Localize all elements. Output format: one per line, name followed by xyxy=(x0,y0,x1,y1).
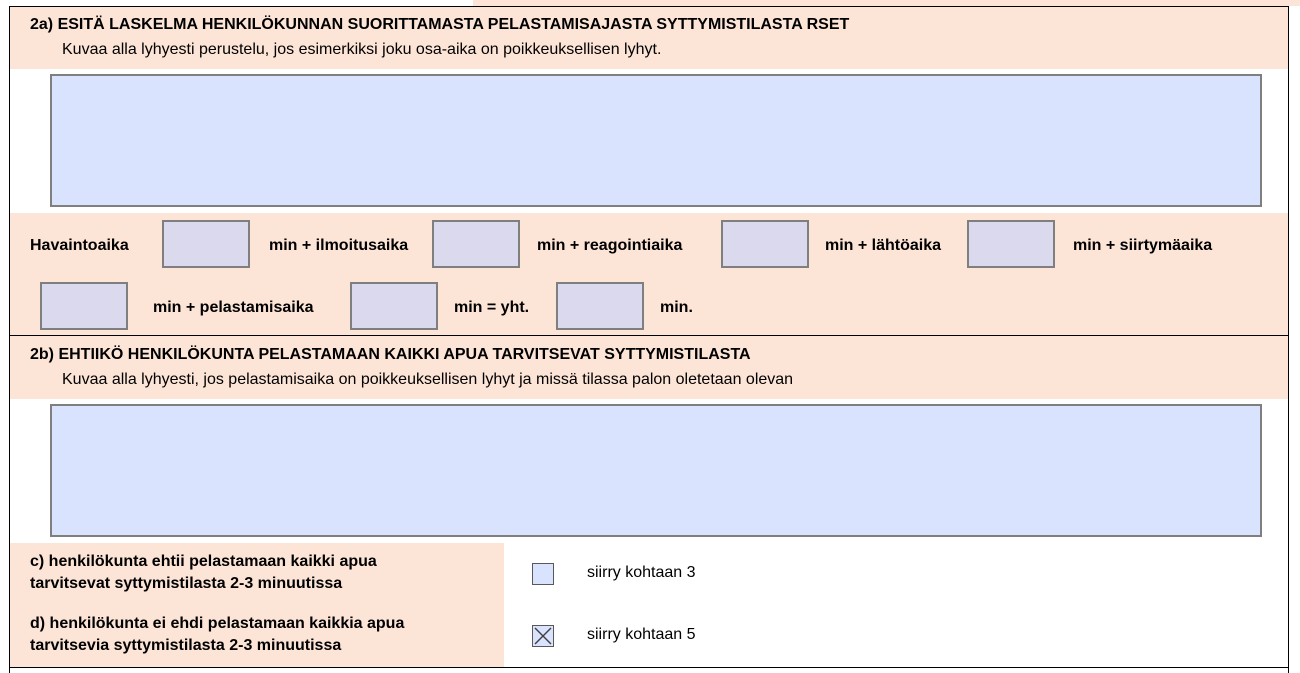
ilmoitusaika-label: min + ilmoitusaika xyxy=(269,237,409,254)
lahtoaika-input[interactable] xyxy=(967,220,1055,268)
option-d-checkbox[interactable] xyxy=(532,625,554,647)
havaintoaika-label: Havaintoaika xyxy=(30,237,129,254)
option-c-label xyxy=(30,551,377,595)
siirtymaaika-label: min + siirtymäaika xyxy=(1073,237,1213,254)
option-d-action: siirry kohtaan 5 xyxy=(587,626,696,643)
section-2a-textarea[interactable] xyxy=(50,74,1262,207)
reagointiaika-label: min + reagointiaika xyxy=(537,237,683,254)
pelastamisaika-label: min + pelastamisaika xyxy=(153,299,314,316)
section-2b-description: Kuvaa alla lyhyesti, jos pelastamisaika on poikkeuksellisen lyhyt ja missä tilassa palon oletetaan olevan xyxy=(62,371,794,388)
min-label: min. xyxy=(660,299,693,316)
havaintoaika-input[interactable] xyxy=(162,220,250,268)
option-d-line1: d) henkilökunta ei ehdi pelastamaan kaikkia apua xyxy=(30,615,405,632)
form-container xyxy=(9,6,1289,673)
option-c-action: siirry kohtaan 3 xyxy=(587,564,696,581)
option-c-line2: tarvitsevat syttymistilasta 2-3 minuutissa xyxy=(30,575,343,592)
section-2a-title: 2a) ESITÄ LASKELMA HENKILÖKUNNAN SUORITTAMASTA PELASTAMISAJASTA SYTTYMISTILASTA RSET xyxy=(30,16,850,33)
bottom-divider xyxy=(10,667,1288,668)
section-2b-title: 2b) EHTIIKÖ HENKILÖKUNTA PELASTAMAAN KAIKKI APUA TARVITSEVAT SYTTYMISTILASTA xyxy=(30,346,751,363)
yht-input[interactable] xyxy=(556,282,644,330)
pelastamisaika-input[interactable] xyxy=(350,282,438,330)
section-2a-description: Kuvaa alla lyhyesti perustelu, jos esimerkiksi joku osa-aika on poikkeuksellisen lyhyt. xyxy=(62,41,662,58)
checkbox-cross-icon xyxy=(533,626,555,648)
yht-label: min = yht. xyxy=(454,299,530,316)
option-c-checkbox[interactable] xyxy=(532,563,554,585)
option-d-line2: tarvitsevia syttymistilasta 2-3 minuutissa xyxy=(30,637,342,654)
reagointiaika-input[interactable] xyxy=(721,220,809,268)
option-c-line1: c) henkilökunta ehtii pelastamaan kaikki apua xyxy=(30,553,377,570)
siirtymaaika-input[interactable] xyxy=(40,282,128,330)
ilmoitusaika-input[interactable] xyxy=(432,220,520,268)
lahtoaika-label: min + lähtöaika xyxy=(825,237,942,254)
section-2b-textarea[interactable] xyxy=(50,404,1262,537)
option-d-label xyxy=(30,613,404,657)
